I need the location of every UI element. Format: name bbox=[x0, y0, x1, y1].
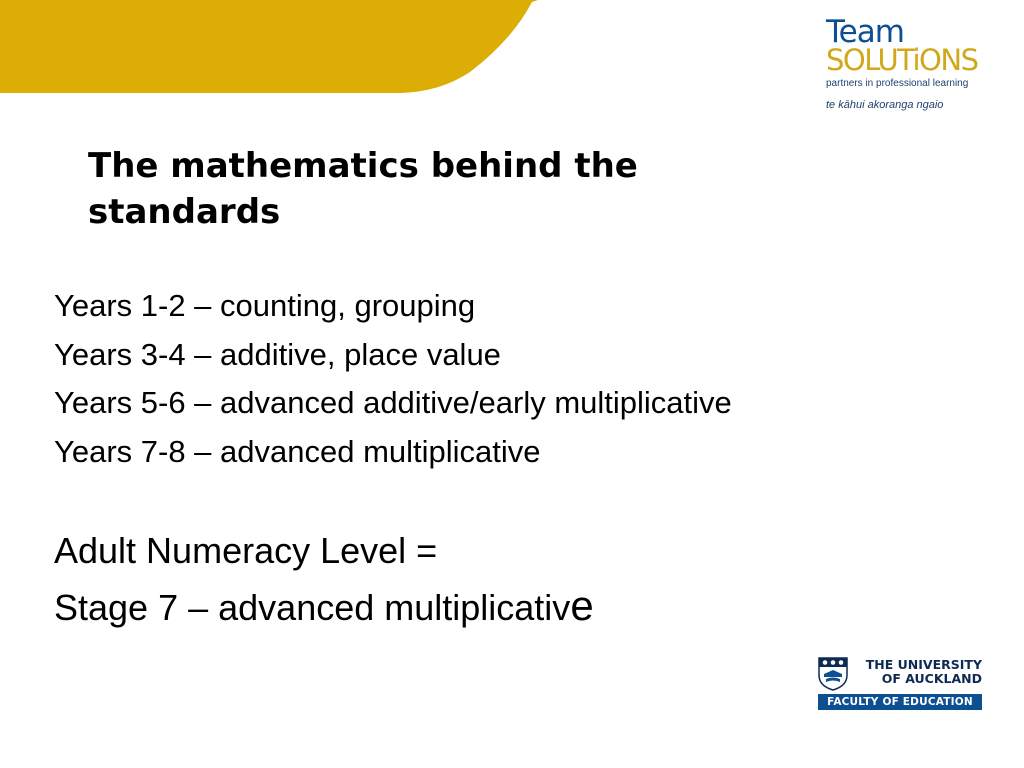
faculty-banner: FACULTY OF EDUCATION bbox=[818, 694, 982, 710]
university-of-auckland-logo bbox=[818, 657, 982, 711]
university-crest-icon bbox=[818, 657, 848, 691]
years-list-item: Years 1-2 – counting, grouping bbox=[54, 288, 476, 323]
stage-line-text: Stage 7 – advanced multiplicativ bbox=[54, 587, 571, 628]
years-list-item: Years 3-4 – additive, place value bbox=[54, 336, 501, 372]
team-solutions-tagline: partners in professional learning bbox=[826, 78, 969, 89]
team-solutions-logo-line1: Team bbox=[826, 14, 904, 50]
adult-numeracy-line: Adult Numeracy Level = bbox=[54, 530, 438, 571]
university-name-line1: THE UNIVERSITY bbox=[865, 657, 982, 672]
stage-line bbox=[54, 578, 594, 635]
years-list-item: Years 5-6 – advanced additive/early multiplicative bbox=[54, 385, 732, 420]
slide-title: The mathematics behind the standards bbox=[88, 146, 638, 232]
years-list-item: Years 7-8 – advanced multiplicative bbox=[54, 433, 541, 469]
adult-numeracy-block bbox=[54, 523, 594, 635]
years-list bbox=[54, 282, 732, 476]
university-name bbox=[854, 658, 982, 686]
gold-banner-shape bbox=[0, 0, 540, 95]
team-solutions-logo bbox=[826, 14, 996, 111]
university-name-line2: OF AUCKLAND bbox=[881, 671, 982, 686]
team-solutions-logo-line2: SOLUTiONS bbox=[826, 43, 978, 77]
stage-line-final-letter: e bbox=[570, 582, 594, 629]
team-solutions-maori-tagline: te kāhui akoranga ngaio bbox=[826, 99, 944, 111]
